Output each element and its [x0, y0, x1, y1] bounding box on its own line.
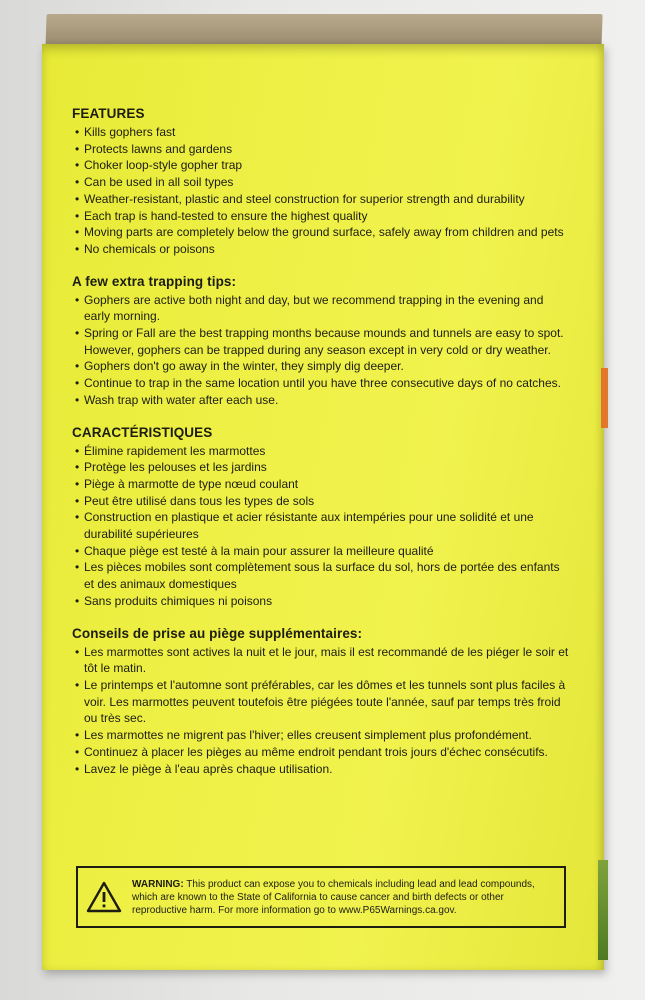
box-edge-orange-accent — [601, 368, 608, 428]
list-item: • Gophers are active both night and day, but we recommend trapping in the evening and early morning. — [75, 292, 544, 324]
warning-body: This product can expose you to chemicals including lead and lead compounds, which are known to the State of California to cause cancer and birth defects or other reproductive harm. For more information go to www.P65Warnings.ca.gov. — [132, 878, 535, 916]
tips-section — [72, 274, 572, 409]
list-item: • Protects lawns and gardens — [75, 141, 233, 156]
list-item: • Les pièces mobiles sont complètement sous la surface du sol, hors de portée des enfants et des animaux domestiques — [75, 560, 560, 592]
list-item: • Can be used in all soil types — [75, 175, 234, 190]
list-item: • Le printemps et l'automne sont préférables, car les dômes et les tunnels sont plus faciles à voir. Les marmottes peuvent toutefois être piégées toute l'année, sauf par temps très froid ou très sec. — [75, 677, 566, 726]
conseils-list — [72, 644, 572, 778]
list-item: • Construction en plastique et acier résistante aux intempéries pour une solidité et une durabilité supérieures — [75, 510, 534, 542]
list-item: • Each trap is hand-tested to ensure the highest quality — [75, 208, 368, 223]
box-edge-green-accent — [598, 860, 608, 960]
list-item: • Spring or Fall are the best trapping months because mounds and tunnels are easy to spot. However, gophers can be trapped during any season except in very cold or dry weather. — [75, 326, 564, 357]
caracteristiques-section — [72, 425, 572, 610]
list-item: • Continuez à placer les pièges au même endroit pendant trois jours d'échec consécutifs. — [75, 744, 548, 759]
list-item: • Moving parts are completely below the ground surface, safely away from children and pets — [75, 225, 564, 240]
list-item: • Les marmottes ne migrent pas l'hiver; elles creusent simplement plus profondément. — [75, 728, 532, 743]
features-heading: FEATURES — [72, 106, 145, 121]
list-item: • Protège les pelouses et les jardins — [75, 460, 267, 475]
list-item: • Les marmottes sont actives la nuit et le jour, mais il est recommandé de les piéger le soir et tôt le matin. — [75, 644, 569, 676]
list-item: • Kills gophers fast — [75, 125, 176, 139]
list-item: • Lavez le piège à l'eau après chaque utilisation. — [75, 761, 333, 776]
list-item: • Gophers don't go away in the winter, they simply dig deeper. — [75, 359, 404, 374]
tips-list — [72, 292, 572, 409]
list-item: • Wash trap with water after each use. — [75, 392, 279, 407]
list-item: • Élimine rapidement les marmottes — [75, 443, 266, 458]
caracteristiques-heading: CARACTÉRISTIQUES — [72, 424, 213, 440]
warning-label: WARNING: — [132, 878, 184, 890]
list-item: • Choker loop-style gopher trap — [75, 158, 243, 173]
list-item: • Sans produits chimiques ni poisons — [75, 593, 273, 608]
features-list — [72, 124, 572, 258]
warning-text — [132, 878, 554, 917]
list-item: • Weather-resistant, plastic and steel construction for superior strength and durability — [75, 191, 525, 206]
label-text-block — [72, 106, 572, 793]
list-item: • Continue to trap in the same location until you have three consecutive days of no catches. — [75, 376, 561, 391]
list-item: • Chaque piège est testé à la main pour assurer la meilleure qualité — [75, 543, 434, 558]
list-item: • Peut être utilisé dans tous les types de sols — [75, 493, 315, 508]
list-item: • No chemicals or poisons — [75, 241, 215, 256]
conseils-section — [72, 626, 572, 778]
conseils-heading: Conseils de prise au piège supplémentaires: — [72, 625, 363, 641]
tips-heading: A few extra trapping tips: — [72, 273, 237, 289]
features-section — [72, 106, 572, 258]
warning-triangle-icon — [86, 881, 122, 913]
list-item: • Piège à marmotte de type nœud coulant — [75, 476, 299, 491]
prop65-warning-box — [76, 866, 566, 928]
caracteristiques-list — [72, 443, 572, 610]
